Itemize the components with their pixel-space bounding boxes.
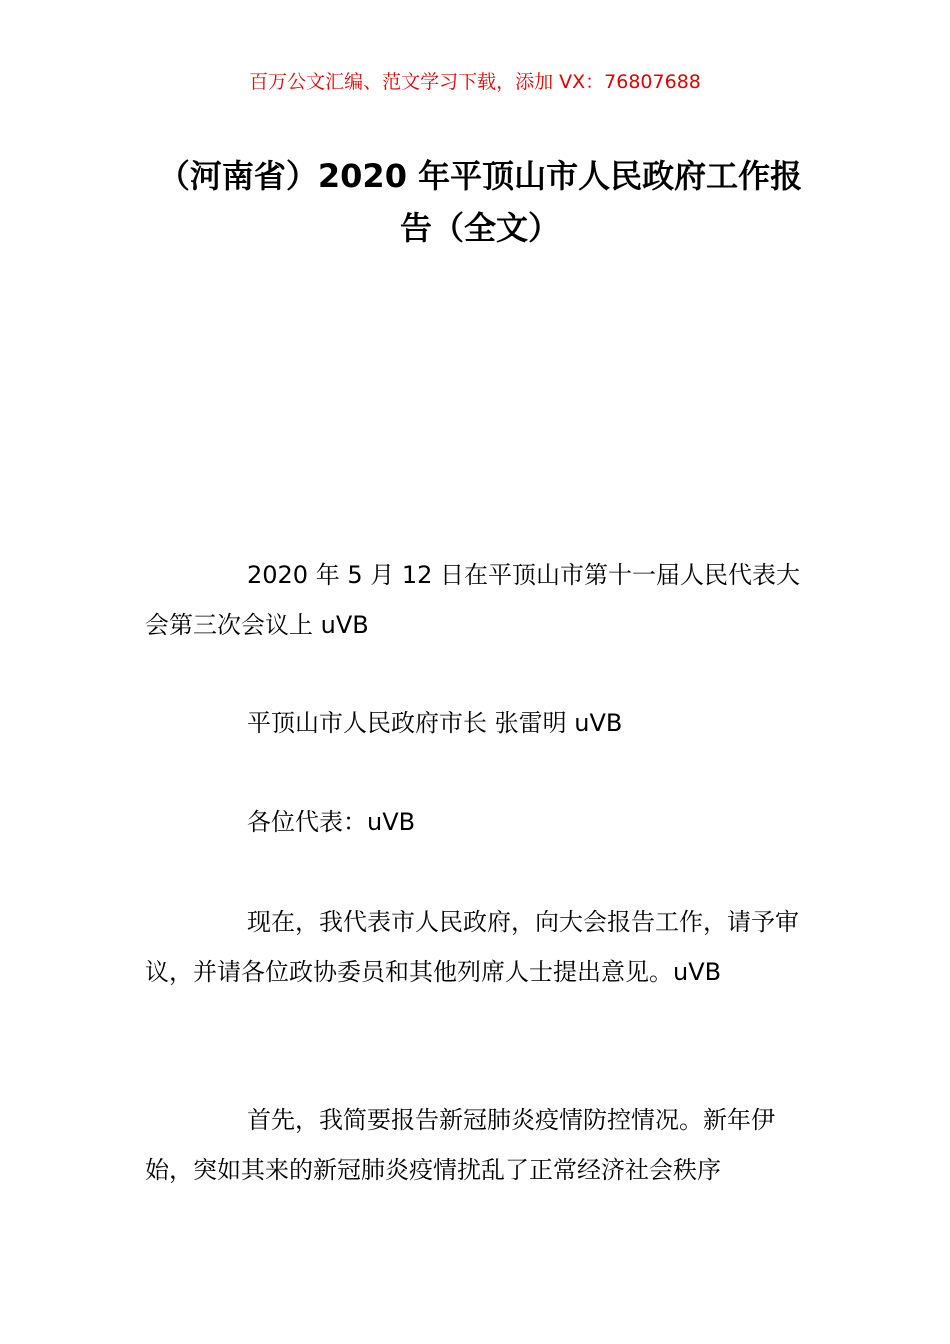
paragraph-salutation: 各位代表：uVB: [247, 808, 416, 836]
document-title: （河南省）2020 年平顶山市人民政府工作报告（全文）: [157, 157, 803, 247]
paragraph-opening: 现在，我代表市人民政府，向大会报告工作，请予审议，并请各位政协委员和其他列席人士提出意见。uVB: [145, 908, 799, 986]
paragraph-speaker: 平顶山市人民政府市长 张雷明 uVB: [247, 709, 623, 737]
paragraph-meeting-info: 2020 年 5 月 12 日在平顶山市第十一届人民代表大会第三次会议上 uVB: [145, 561, 801, 639]
header-watermark-note: 百万公文汇编、范文学习下载，添加 VX：76807688: [249, 71, 701, 93]
paragraph-epidemic: 首先，我简要报告新冠肺炎疫情防控情况。新年伊始，突如其来的新冠肺炎疫情扰乱了正常经济社会秩序: [145, 1106, 775, 1184]
